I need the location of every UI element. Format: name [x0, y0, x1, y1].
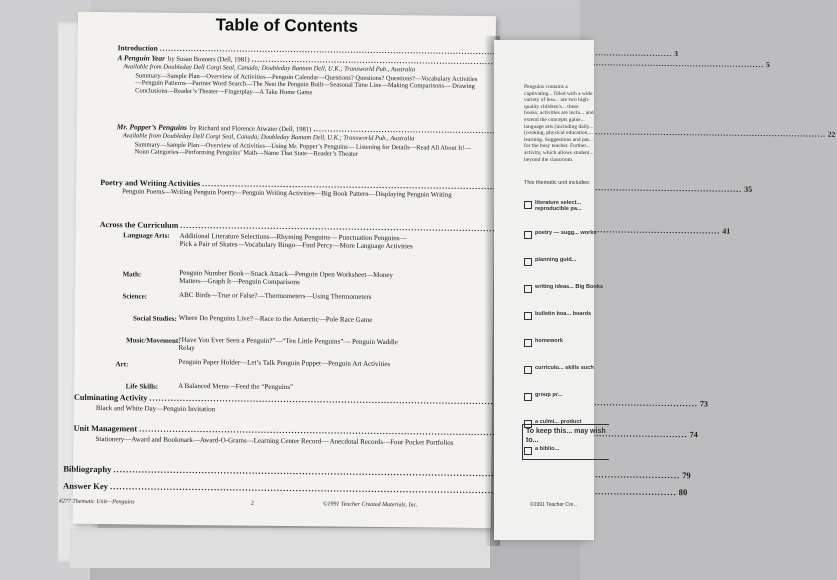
entry-title: Across the Curriculum	[99, 220, 179, 230]
entry-title: Culminating Activity	[73, 392, 148, 403]
entry-items: Summary—Sample Plan—Overview of Activities—Penguin Calendar—Questions? Questions? Questions?—Vocabulary Activities—Penguin Patterns—Partner Word Search—The Nest the Penguin Built—Seasonal Time Line—Making Comparisons— Drawing Conclusions—Reader’s Theater—Fingerplay—A Take Home Game	[135, 72, 478, 97]
subject-music-movement: Music/Movement:	[126, 336, 181, 345]
subject-math: Math:	[122, 270, 142, 279]
entry-items: Black and White Day—Penguin Invitation	[95, 404, 216, 414]
entry-items: Penguin Poems—Writing Penguin Poetry—Penguin Writing Activities—Big Book Pattern—Displaying Penguin Writing	[122, 188, 452, 199]
entry-title: A Penguin Year	[117, 53, 166, 63]
entry-page: 22	[827, 129, 836, 139]
footer-right: ©1991 Teacher Created Materials, Inc.	[322, 501, 418, 509]
checklist-item: literature select... reproducible pa...	[524, 200, 604, 212]
checklist-item: group pr...	[524, 392, 604, 401]
entry-title: Introduction	[117, 43, 158, 53]
entry-items: Stationery—Award and Bookmark—Award-O-Grams—Learning Center Record— Anecdotal Records—Four Pocket Portfolios	[95, 435, 454, 447]
entry-page: 79	[682, 470, 691, 481]
footer-page-number: 2	[250, 500, 254, 507]
entry-page: 74	[689, 430, 698, 440]
subject-items: Where Do Penguins Live?—Race to the Antarctic—Pole Race Game	[178, 313, 373, 324]
entry-author: by Richard and Florence Atwater (Dell, 1981)	[189, 124, 312, 134]
entry-title: Answer Key	[62, 480, 109, 492]
subject-art: Art:	[115, 360, 129, 369]
facing-intro: Penguins contains a captivating... filled with a wide variety of less... are two high-quality children's... these books, activities are inclu... and extend the concepts gaine... language arts (including daily... (cooking, physical education,... learning. Suggestions and pat... for the busy teacher. Further... activity, which allows student... beyond the classroom.	[524, 84, 594, 163]
toc-entry-penguin-year	[117, 53, 770, 98]
facing-includes: This thematic unit includes:	[524, 180, 591, 186]
checkbox-icon	[524, 339, 532, 347]
checkbox-icon	[524, 312, 532, 320]
checkbox-icon	[524, 258, 532, 266]
entry-availability: Available from Doubleday Dell Corgi Seal, Canada; Doubleday Bantam Dell, U.K.; Transworld Pub., Australia	[122, 132, 415, 143]
toc-entry-popper	[116, 122, 836, 160]
checklist-item: a culmi... product	[524, 419, 604, 428]
entry-page: 80	[678, 487, 688, 498]
entry-page: 73	[699, 399, 709, 409]
entry-availability: Available from Doubleday Dell Corgi Seal, Canada; Doubleday Bantam Dell, U.K.; Transworld Pub., Australia	[123, 63, 416, 74]
facing-page	[494, 40, 606, 540]
checkbox-icon	[524, 393, 532, 401]
page-bottom-edge	[70, 528, 490, 568]
subject-items: A Balanced Menu—Feed the “Penguins”	[178, 381, 294, 392]
checkbox-icon	[524, 201, 532, 209]
subject-language-arts: Language Arts:	[123, 231, 170, 240]
entry-page: 5	[766, 60, 770, 70]
checklist-item: curriculu... skills such	[524, 365, 604, 374]
subject-social-studies: Social Studies:	[132, 314, 177, 323]
entry-items: Summary—Sample Plan—Overview of Activities—Using Mr. Popper’s Penguins— Listening for Details—Read All About It!—Noun Categories—Performing Penguins’ Math—Name That State—Reader’s Theater	[134, 141, 471, 158]
entry-page: 3	[674, 49, 679, 59]
entry-title: Mr. Popper’s Penguins	[116, 122, 188, 132]
toc-entry-bibliography	[63, 463, 691, 481]
facing-footer: ©1991 Teacher Cre...	[530, 502, 578, 508]
subject-items: Penguin Number Book—Snack Attack—Penguin Open Worksheet—Money Matters—Graph It—Penguin Comparisons	[179, 268, 394, 287]
checkbox-icon	[524, 366, 532, 374]
footer-left: #277 Thematic Unit—Penguins	[58, 498, 135, 506]
checkbox-icon	[524, 285, 532, 293]
checklist-item: poetry — sugg... works	[524, 230, 604, 239]
subject-items: Penguin Paper Holder—Let’s Talk Penguin Puppet—Penguin Art Activities	[178, 357, 391, 369]
entry-page: 41	[722, 226, 731, 236]
subject-items: “Have You Ever Seen a Penguin?”—“Ten Little Penguins”— Penguin Waddle Relay	[178, 335, 398, 353]
subject-life-skills: Life Skills:	[125, 382, 159, 391]
subject-science: Science:	[122, 292, 148, 301]
checklist-item: homework	[524, 338, 604, 347]
entry-title: Unit Management	[73, 423, 138, 434]
checklist-item: bulletin boa... boards	[524, 311, 604, 320]
checkbox-icon	[524, 231, 532, 239]
checklist-item: writing ideas... Big Books	[524, 284, 604, 293]
checklist-item: planning guid...	[524, 257, 604, 266]
page-title: Table of Contents	[215, 15, 359, 36]
entry-page: 35	[744, 184, 753, 194]
entry-author: by Susan Bonners (Dell, 1981)	[167, 55, 250, 64]
facing-note-box: To keep this... may wish to...	[522, 424, 609, 460]
toc-entry-answer-key	[62, 480, 688, 498]
checklist-item: a biblio...	[524, 446, 604, 455]
entry-title: Bibliography	[63, 463, 112, 475]
entry-title: Poetry and Writing Activities	[100, 178, 201, 189]
subject-items: Additional Literature Selections—Rhyming Penguins— Punctuation Penguins—Pick a Pair of Skates—Vocabulary Bingo—Find Percy—More Language Activities	[179, 231, 413, 251]
subject-items: ABC Birds—True or False?—Thermometers—Using Thermometers	[179, 290, 372, 301]
